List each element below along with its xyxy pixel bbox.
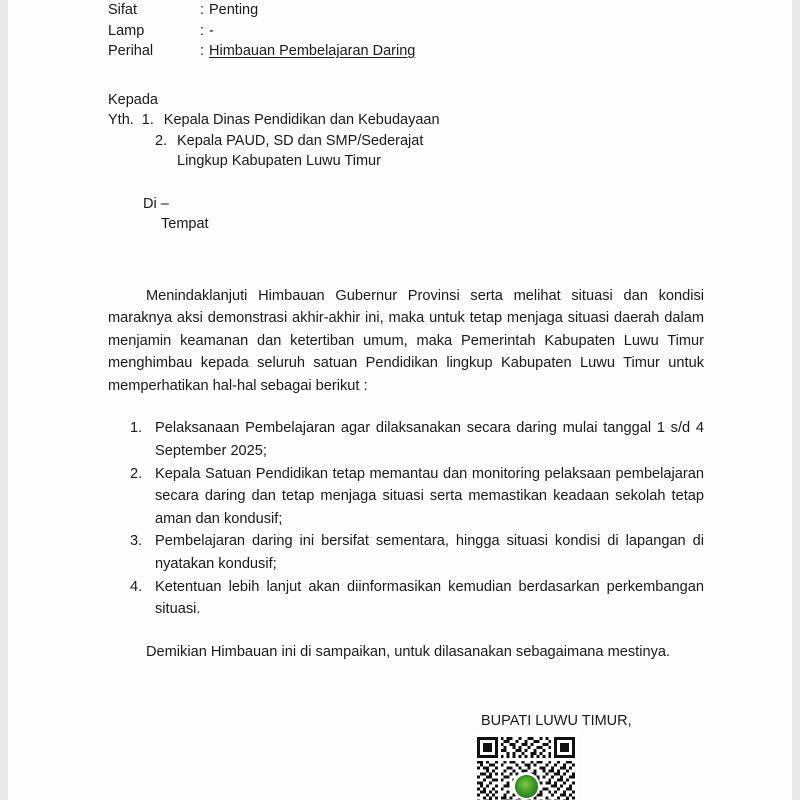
addressee-text-2: Kepala PAUD, SD dan SMP/Sederajat [177,132,424,149]
meta-label-sifat: Sifat [108,2,138,18]
closing-paragraph: Demikian Himbauan ini di sampaikan, untuk dilasanakan sebagaimana mestinya. [146,643,671,660]
meta-row-sifat [108,0,704,21]
qr-code-surface [473,733,579,800]
meta-separator: : [200,43,205,59]
list-marker: 3. [130,533,143,550]
meta-value-lamp: - [209,22,214,39]
list-item [130,576,704,621]
list-text: Pembelajaran daring ini bersifat sementara, hingga situasi kondisi di lapangan di nyatakan kondusif; [155,533,704,573]
addressee-item-2 [108,131,704,152]
meta-row-perihal [108,41,704,62]
signature-title: BUPATI LUWU TIMUR, [481,713,632,730]
letter-meta-block [108,0,704,62]
place-block [108,194,704,235]
place-label: Di – [143,195,169,212]
list-marker: 2. [130,465,143,482]
qr-code [473,733,579,800]
meta-value-perihal: Himbauan Pembelajaran Daring [209,43,416,59]
numbered-list [108,417,704,620]
meta-value-sifat: Penting [209,2,259,18]
list-item [130,417,704,462]
meta-separator: : [200,22,205,39]
green-emblem-icon [515,775,538,798]
list-item [130,463,704,531]
addressee-kepada: Kepada [108,91,158,108]
meta-label-lamp: Lamp [108,22,145,39]
list-marker: 1. [130,420,143,437]
addressee-number-2: 2. [155,132,168,149]
qr-center-logo [512,772,540,800]
meta-separator: : [200,2,205,18]
document-page [8,0,792,800]
list-marker: 4. [130,578,143,595]
opening-paragraph: Menindaklanjuti Himbauan Gubernur Provinsi serta melihat situasi dan kondisi maraknya aksi demonstrasi akhir-akhir ini, maka untuk tetap menjaga situasi daerah dalam menjamin keamanan dan ketertiban umum, maka Pemerintah Kabupaten Luwu Timur menghimbau kepada seluruh satuan Pendidikan lingkup Kabupaten Luwu Timur untuk memperhatikan hal-hal sebagai berikut : [108,287,704,394]
list-item [130,530,704,575]
place-value: Tempat [161,216,209,232]
addressee-continuation: Lingkup Kabupaten Luwu Timur [177,153,381,169]
addressee-block [108,90,704,172]
addressee-number-1: 1. [141,112,154,128]
addressee-item-1 [108,110,704,131]
list-text: Ketentuan lebih lanjut akan diinformasikan kemudian berdasarkan perkembangan situasi. [155,578,704,618]
meta-label-perihal: Perihal [108,43,154,59]
list-text: Kepala Satuan Pendidikan tetap memantau dan monitoring pelaksaan pembelajaran secara daring dan tetap menjaga situasi serta memastikan keadaan sekolah tetap aman dan kondusif; [155,465,704,527]
document-content [108,0,704,729]
addressee-text-1: Kepala Dinas Pendidikan dan Kebudayaan [163,112,440,128]
list-text: Pelaksanaan Pembelajaran agar dilaksanakan secara daring mulai tanggal 1 s/d 4 September 2025; [155,420,704,460]
addressee-yth-prefix: Yth. [108,112,134,128]
meta-row-lamp [108,21,704,42]
